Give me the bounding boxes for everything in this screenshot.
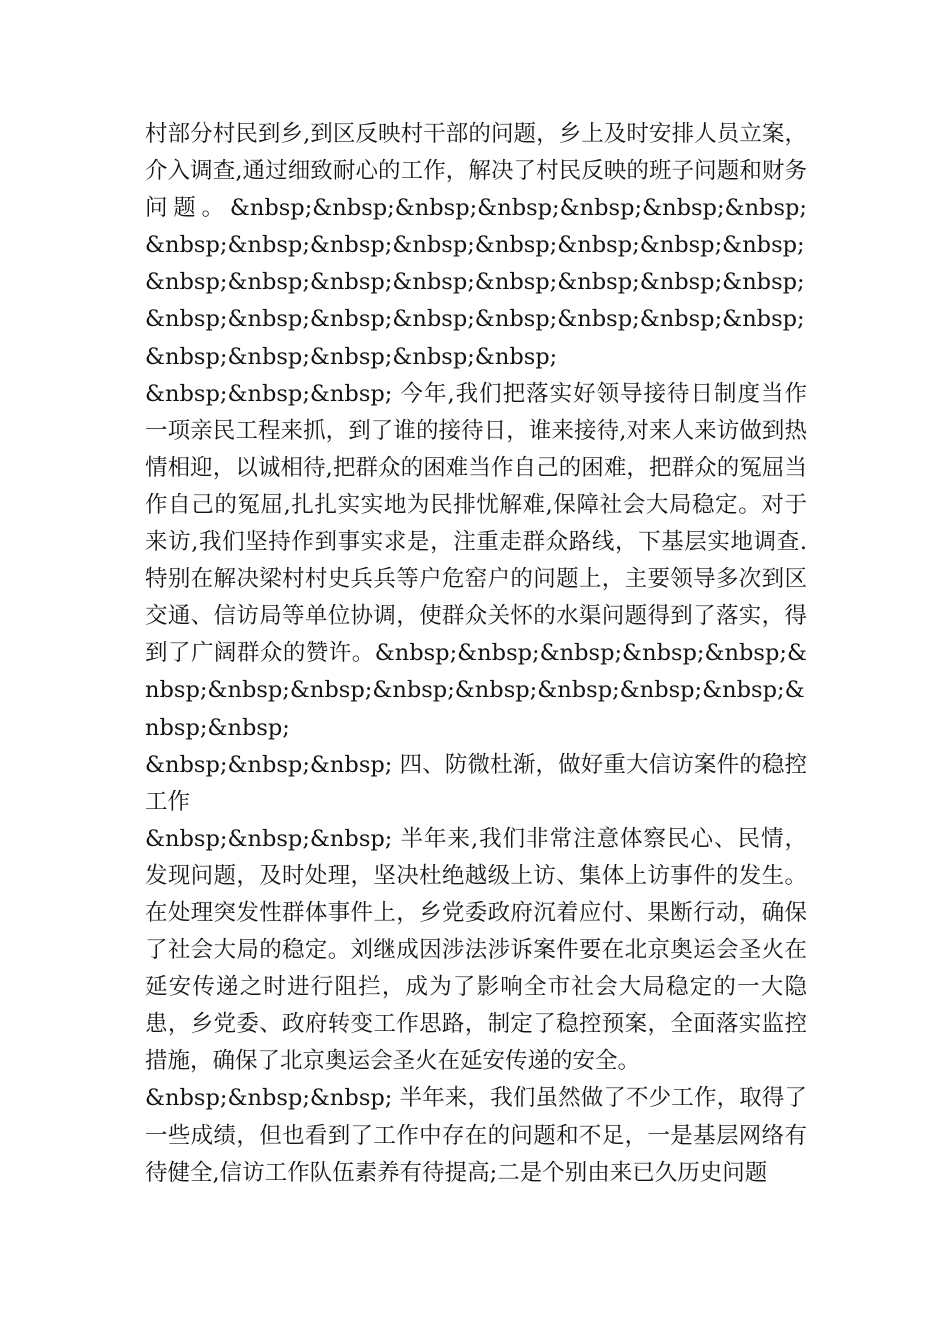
paragraph-5: &nbsp;&nbsp;&nbsp; 半年来，我们虽然做了不少工作，取得了一些成绩，但也看到了工作中存在的问题和不足，一是基层网络有待健全,信访工作队伍素养有待提高;二是个别由来已久历史问题	[145, 1085, 807, 1186]
paragraph-2: &nbsp;&nbsp;&nbsp; 今年,我们把落实好领导接待日制度当作一项亲民工程来抓，到了谁的接待日，谁来接待,对来人来访做到热情相迎，以诚相待,把群众的困难当作自己的困难，把群众的冤屈当作自己的冤屈,扎扎实实地为民排忧解难,保障社会大局稳定。对于来访,我们坚持作到事实求是，注重走群众路线，下基层实地调查.特别在解决梁村村史兵兵等户危窑户的问题上，主要领导多次到区交通、信访局等单位协调，使群众关怀的水渠问题得到了落实，得到了广阔群众的赞许。&nbsp;&nbsp;&nbsp;&nbsp;&nbsp;&nbsp;&nbsp;&nbsp;&nbsp;&nbsp;&nbsp;&nbsp;&nbsp;&nbsp;&nbsp;	[145, 380, 807, 741]
paragraph-1: 村部分村民到乡,到区反映村干部的问题，乡上及时安排人员立案，介入调查,通过细致耐心的工作，解决了村民反映的班子问题和财务问题。&nbsp;&nbsp;&nbsp;&nbsp;&nbsp;&nbsp;&nbsp;&nbsp;&nbsp;&nbsp;&nbsp;&nbsp;&nbsp;&nbsp;&nbsp;&nbsp;&nbsp;&nbsp;&nbsp;&nbsp;&nbsp;&nbsp;&nbsp;&nbsp;&nbsp;&nbsp;&nbsp;&nbsp;&nbsp;&nbsp;&nbsp;&nbsp;&nbsp;&nbsp;&nbsp;&nbsp;	[145, 121, 807, 370]
paragraph-4: &nbsp;&nbsp;&nbsp; 半年来,我们非常注意体察民心、民情，发现问题，及时处理，坚决杜绝越级上访、集体上访事件的发生。在处理突发性群体事件上，乡党委政府沉着应付、果断行动，确保了社会大局的稳定。刘继成因涉法涉诉案件要在北京奥运会圣火在延安传递之时进行阻拦，成为了影响全市社会大局稳定的一大隐患，乡党委、政府转变工作思路，制定了稳控预案，全面落实监控措施，确保了北京奥运会圣火在延安传递的安全。	[145, 825, 807, 1075]
body-text	[145, 116, 807, 1192]
paragraph-3-heading: &nbsp;&nbsp;&nbsp; 四、防微杜渐，做好重大信访案件的稳控工作	[145, 751, 807, 815]
